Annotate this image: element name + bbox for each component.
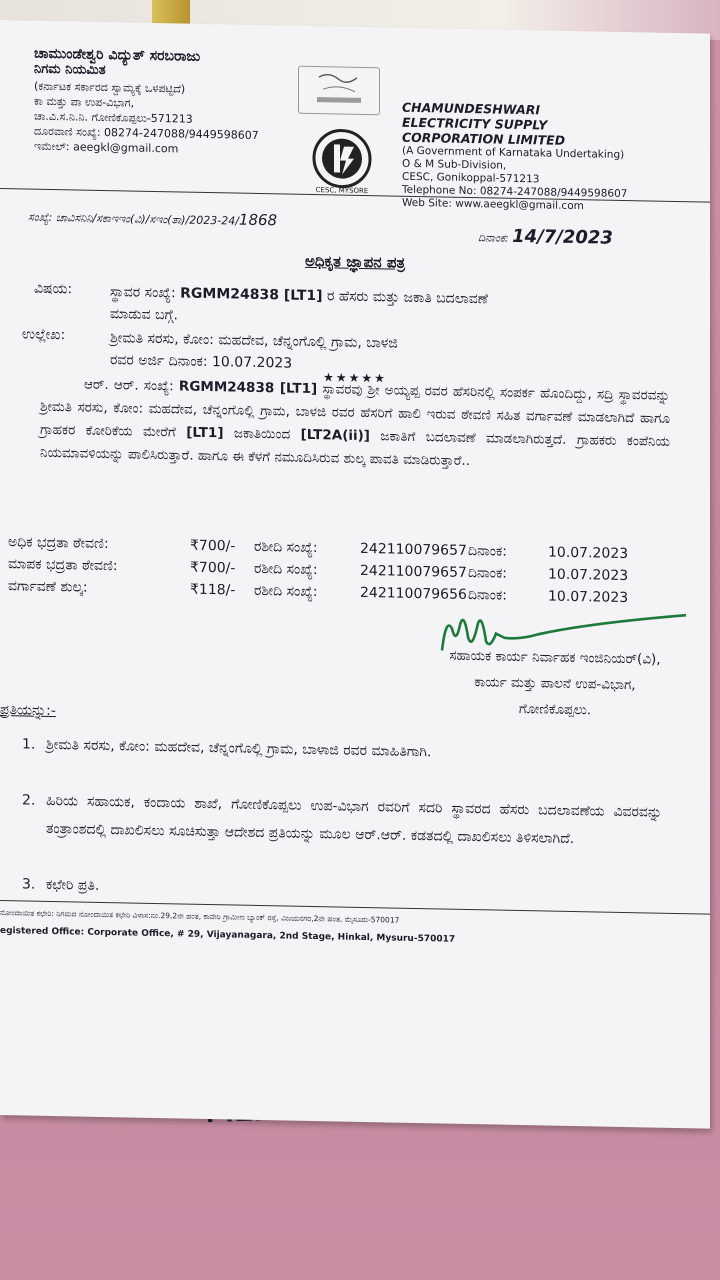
- copy-item: 3. ಕಛೇರಿ ಪ್ರತಿ.: [22, 876, 100, 894]
- phone-en: Telephone No: 08274-247088/9449598607: [402, 183, 628, 201]
- header-kannada: [34, 47, 259, 158]
- copy-item: 2. ಹಿರಿಯ ಸಹಾಯಕ, ಕಂದಾಯ ಶಾಖೆ, ಗೋಣಿಕೊಪ್ಪಲು ಉಪ-ವಿಭಾಗ ರವರಿಗೆ ಸದರಿ ಸ್ಥಾವರದ ಹೆಸರು ಬದಲಾವಣೆಯ ವಿವರವನ್ನು ತಂತ್ರಾಂಶದಲ್ಲಿ ದಾಖಲಿಸಲು ಸೂಚಿಸುತ್ತಾ ಆದೇಶದ ಪ್ರತಿಯನ್ನು ಮೂಲ ಆರ್.ಆರ್. ಕಡತದಲ್ಲಿ ದಾಖಲಿಸಲು ತಿಳಿಸಲಾಗಿದೆ.: [22, 792, 662, 848]
- phone-kn: ದೂರವಾಣಿ ಸಂಖ್ಯೆ: 08274-247088/9449598607: [34, 124, 259, 142]
- document-title: ಅಧಿಕೃತ ಜ್ಞಾಪನ ಪತ್ರ: [304, 251, 406, 272]
- address-en: CESC, Gonikoppal-571213: [402, 170, 540, 186]
- separator-stars: ★★★★★: [323, 370, 387, 386]
- email-kn: ಇಮೇಲ್: aeegkl@gmail.com: [34, 139, 179, 156]
- signatory-designation: [400, 642, 710, 726]
- copies-heading: ಪ್ರತಿಯನ್ನು:-: [0, 702, 56, 720]
- subdivision-kn: ಕಾ ಮತ್ತು ಪಾ ಉಪ-ವಿಭಾಗ,: [34, 94, 135, 110]
- footer-english: egistered Office: Corporate Office, # 29, Vijayanagara, 2nd Stage, Hinkal, Mysuru-570017: [0, 926, 456, 945]
- org-status-en: (A Government of Karnataka Undertaking): [402, 144, 625, 161]
- letter-date: [478, 225, 613, 249]
- org-status-kn: (ಕರ್ನಾಟಕ ಸರ್ಕಾರದ ಸ್ವಾಮ್ಯಕ್ಕೆ ಒಳಪಟ್ಟಿದೆ): [34, 79, 186, 96]
- subdivision-en: O & M Sub-Division,: [402, 157, 507, 172]
- reference-line-2: ರವರ ಅರ್ಜಿ ದಿನಾಂಕ: 10.07.2023: [110, 352, 293, 372]
- org-name-en-3: CORPORATION LIMITED: [402, 129, 566, 148]
- reference-label: ಉಲ್ಲೇಖ:: [22, 326, 66, 344]
- government-emblem-logo: [298, 66, 380, 116]
- designation-line-1: ಸಹಾಯಕ ಕಾರ್ಯ ನಿರ್ವಾಹಕ ಇಂಜಿನಿಯರ್(ವಿ),: [449, 647, 661, 668]
- ref-number-handwritten: 1868: [238, 210, 278, 230]
- date-handwritten: 14/7/2023: [512, 225, 613, 249]
- address-kn: ಚಾ.ವಿ.ಸ.ನಿ.ನಿ. ಗೋಣಿಕೊಪ್ಪಲು-571213: [34, 109, 193, 126]
- reference-number: [28, 207, 277, 230]
- org-name-en-2: ELECTRICITY SUPPLY: [402, 114, 548, 133]
- svg-text:CESC, MYSORE: CESC, MYSORE: [315, 186, 369, 196]
- copy-item: 1. ಶ್ರೀಮತಿ ಸರಸು, ಕೋಂ: ಮಹದೇವ, ಚೆನ್ನಂಗೊಲ್ಲಿ ಗ್ರಾಮ, ಬಾಳಾಜಿ ರವರ ಮಾಹಿತಿಗಾಗಿ.: [22, 736, 432, 761]
- org-name-en-1: CHAMUNDESHWARI: [402, 99, 541, 118]
- org-name-kn-1: ಚಾಮುಂಡೇಶ್ವರಿ ವಿದ್ಯುತ್ ಸರಬರಾಜು: [34, 45, 201, 65]
- ref-label: ಸಂಖ್ಯೆ: ಚಾವಿಸನಿನಿ/ಸಕಾಇಇಂ(ವಿ)/ಸಇಂ(ತಾ)/2023-24/: [28, 210, 239, 228]
- org-name-kn-2: ನಿಗಮ ನಿಯಮಿತ: [34, 61, 106, 79]
- reference-line-1: ಶ್ರೀಮತಿ ಸರಸು, ಕೋಂ: ಮಹದೇವ, ಚೆನ್ನಂಗೊಲ್ಲಿ ಗ್ರಾಮ, ಬಾಳಜಿ: [110, 330, 398, 352]
- date-label: ದಿನಾಂಕ:: [478, 231, 509, 245]
- installation-code: RGMM24838 [LT1]: [180, 285, 323, 305]
- footer-kannada: ನೋಂದಾಯಿತ ಕಛೇರಿ: ನಿಗಮದ ನೋಂದಾಯಿತ ಕಛೇರಿ ವಿಳಾಸ:ನಂ.29,2ನೇ ಹಂತ, ಕಾವೇರಿ ಗ್ರಾಮೀಣ ಬ್ಯಾಂಕ್ ರಸ್ತೆ, ವಿಜಯನಗರ,2ನೇ ಹಂತ, ಮೈಸೂರು-570017: [0, 908, 400, 925]
- subject-line-2: ಮಾಡುವ ಬಗ್ಗೆ.: [110, 306, 178, 324]
- designation-line-2: ಕಾರ್ಯ ಮತ್ತು ಪಾಲನೆ ಉಪ-ವಿಭಾಗ,: [474, 674, 636, 694]
- website-en: Web Site: www.aeegkl@gmail.com: [402, 196, 584, 213]
- subject-label: ವಿಷಯ:: [34, 280, 73, 298]
- designation-line-3: ಗೋಣಿಕೊಪ್ಪಲು.: [518, 700, 592, 719]
- cesc-logo: [304, 126, 380, 195]
- body-paragraph: ಆರ್. ಆರ್. ಸಂಖ್ಯೆ: RGMM24838 [LT1] ಸ್ಥಾವರವು ಶ್ರೀ ಅಯ್ಯಪ್ಪ ರವರ ಹೆಸರಿನಲ್ಲಿ ಸಂಪರ್ಕ ಹೊಂದಿದ್ದು, ಸದ್ರಿ ಸ್ಥಾವರವನ್ನು ಶ್ರೀಮತಿ ಸರಸು, ಕೋಂ: ಮಹದೇವ, ಚೆನ್ನಂಗೊಲ್ಲಿ ಗ್ರಾಮ, ಬಾಳಜಿ ರವರ ಹೆಸರಿಗೆ ಹಾಲಿ ಇರುವ ಠೇವಣಿ ಸಹಿತ ವರ್ಗಾವಣೆ ಮಾಡಲಾಗಿದೆ ಹಾಗೂ ಗ್ರಾಹಕರ ಕೋರಿಕೆಯ ಮೇರೆಗೆ [LT1] ಜಕಾತಿಯಿಂದ [LT2A(ii)] ಜಕಾತಿಗೆ ಬದಲಾವಣೆ ಮಾಡಲಾಗಿರುತ್ತದೆ. ಗ್ರಾಹಕರು ಕಂಪೆನಿಯ ನಿಯಮಾವಳಿಯನ್ನು ಪಾಲಿಸಿರುತ್ತಾರೆ. ಹಾಗೂ ಈ ಕೆಳಗೆ ನಮೂದಿಸಿರುವ ಶುಲ್ಕ ಪಾವತಿ ಮಾಡಿರುತ್ತಾರೆ..: [40, 376, 671, 470]
- letter-page: ಚಾಮುಂಡೇಶ್ವರಿ ವಿದ್ಯುತ್ ಸರಬರಾಜು ನಿಗಮ ನಿಯಮಿತ (ಕರ್ನಾಟಕ ಸರ್ಕಾರದ ಸ್ವಾಮ್ಯಕ್ಕೆ ಒಳಪಟ್ಟಿದೆ) ಕಾ ಮತ್ತು ಪಾ ಉಪ-ವಿಭಾಗ, ಚಾ.ವಿ.ಸ.ನಿ.ನಿ. ಗೋಣಿಕೊಪ್ಪಲು-571213 ದೂರವಾಣಿ ಸಂಖ್ಯೆ: 08274-247088/9449598607 ಇಮೇಲ್: aeegkl@gmail.com CESC, MYSORE CHAMUNDESHWARI ELECTRICITY SUPPLY CORPORATION LIMITED (A Government of Karnataka Undertaking) O & M Sub-Division, CESC, Gonikoppal-571213 Telephone No: 08274-247088/9449598607 Web Site: www.aeegkl@gmail.com ಸಂಖ್ಯೆ: ಚಾವಿಸನಿನಿ/ಸಕಾಇಇಂ(ವಿ)/ಸಇಂ(ತಾ)/2023-24/1868 ದಿನಾಂಕ: 14/7/2023 ಅಧಿಕೃತ ಜ್ಞಾಪನ ಪತ್ರ ವಿಷಯ: ಸ್ಥಾವರ ಸಂಖ್ಯೆ: RGMM24838 [LT1] ರ ಹೆಸರು ಮತ್ತು ಜಕಾತಿ ಬದಲಾವಣೆ ಮಾಡುವ ಬಗ್ಗೆ. ಉಲ್ಲೇಖ: ಶ್ರೀಮತಿ ಸರಸು, ಕೋಂ: ಮಹದೇವ, ಚೆನ್ನಂಗೊಲ್ಲಿ ಗ್ರಾಮ, ಬಾಳಜಿ ರವರ ಅರ್ಜಿ ದಿನಾಂಕ: 10.07.2023 ★★★★★ ಆರ್. ಆರ್. ಸಂಖ್ಯೆ: RGMM24838 [LT1] ಸ್ಥಾವರವು ಶ್ರೀ ಅಯ್ಯಪ್ಪ ರವರ ಹೆಸರಿನಲ್ಲಿ ಸಂಪರ್ಕ ಹೊಂದಿದ್ದು, ಸದ್ರಿ ಸ್ಥಾವರವನ್ನು ಶ್ರೀಮತಿ ಸರಸು, ಕೋಂ: ಮಹದೇವ, ಚೆನ್ನಂಗೊಲ್ಲಿ ಗ್ರಾಮ, ಬಾಳಜಿ ರವರ ಹೆಸರಿಗೆ ಹಾಲಿ ಇರುವ ಠೇವಣಿ ಸಹಿತ ವರ್ಗಾವಣೆ ಮಾಡಲಾಗಿದೆ ಹಾಗೂ ಗ್ರಾಹಕರ ಕೋರಿಕೆಯ ಮೇರೆಗೆ [LT1] ಜಕಾತಿಯಿಂದ [LT2A(ii)] ಜಕಾತಿಗೆ ಬದಲಾವಣೆ ಮಾಡಲಾಗಿರುತ್ತದೆ. ಗ್ರಾಹಕರು ಕಂಪೆನಿಯ ನಿಯಮಾವಳಿಯನ್ನು ಪಾಲಿಸಿರುತ್ತಾರೆ. ಹಾಗೂ ಈ ಕೆಳಗೆ ನಮೂದಿಸಿರುವ ಶುಲ್ಕ ಪಾವತಿ ಮಾಡಿರುತ್ತಾರೆ.. ಅಧಿಕ ಭದ್ರತಾ ಠೇವಣಿ: ₹700/- ರಶೀದಿ ಸಂಖ್ಯೆ: 242110079657 ದಿನಾಂಕ: 10.07.2023 ಮಾಪಕ ಭದ್ರತಾ ಠೇವಣಿ: ₹700/- ರಶೀದಿ ಸಂಖ್ಯೆ: 242110079657 ದಿನಾಂಕ: 10.07.2023 ವರ್ಗಾವಣೆ ಶುಲ್ಕ: ₹118/- ರಶೀದಿ ಸಂಖ್ಯೆ: 242110079656 ದಿನಾಂಕ: 10.07.2023 ಸಹಾಯಕ ಕಾರ್ಯ ನಿರ್ವಾಹಕ ಇಂಜಿನಿಯರ್(ವಿ), ಕಾರ್ಯ ಮತ್ತು ಪಾಲನೆ ಉಪ-ವಿಭಾಗ, ಗೋಣಿಕೊಪ್ಪಲು. ಪ್ರತಿಯನ್ನು:- 1. ಶ್ರೀಮತಿ ಸರಸು, ಕೋಂ: ಮಹದೇವ, ಚೆನ್ನಂಗೊಲ್ಲಿ ಗ್ರಾಮ, ಬಾಳಾಜಿ ರವರ ಮಾಹಿತಿಗಾಗಿ. 2. ಹಿರಿಯ ಸಹಾಯಕ, ಕಂದಾಯ ಶಾಖೆ, ಗೋಣಿಕೊಪ್ಪಲು ಉಪ-ವಿಭಾಗ ರವರಿಗೆ ಸದರಿ ಸ್ಥಾವರದ ಹೆಸರು ಬದಲಾವಣೆಯ ವಿವರವನ್ನು ತಂತ್ರಾಂಶದಲ್ಲಿ ದಾಖಲಿಸಲು ಸೂಚಿಸುತ್ತಾ ಆದೇಶದ ಪ್ರತಿಯನ್ನು ಮೂಲ ಆರ್.ಆರ್. ಕಡತದಲ್ಲಿ ದಾಖಲಿಸಲು ತಿಳಿಸಲಾಗಿದೆ. 3. ಕಛೇರಿ ಪ್ರತಿ. ನೋಂದಾಯಿತ ಕಛೇರಿ: ನಿಗಮದ ನೋಂದಾಯಿತ ಕಛೇರಿ ವಿಳಾಸ:ನಂ.29,2ನೇ ಹಂತ, ಕಾವೇರಿ ಗ್ರಾಮೀಣ ಬ್ಯಾಂಕ್ ರಸ್ತೆ, ವಿಜಯನಗರ,2ನೇ ಹಂತ, ಮೈಸೂರು-570017 egistered Office: Corporate Office, # 29, Vijayanagara, 2nd Stage, Hinkal, Mysuru-570017: [0, 20, 710, 1129]
- subject-line-1: ಸ್ಥಾವರ ಸಂಖ್ಯೆ: RGMM24838 [LT1] ರ ಹೆಸರು ಮತ್ತು ಜಕಾತಿ ಬದಲಾವಣೆ: [110, 284, 488, 308]
